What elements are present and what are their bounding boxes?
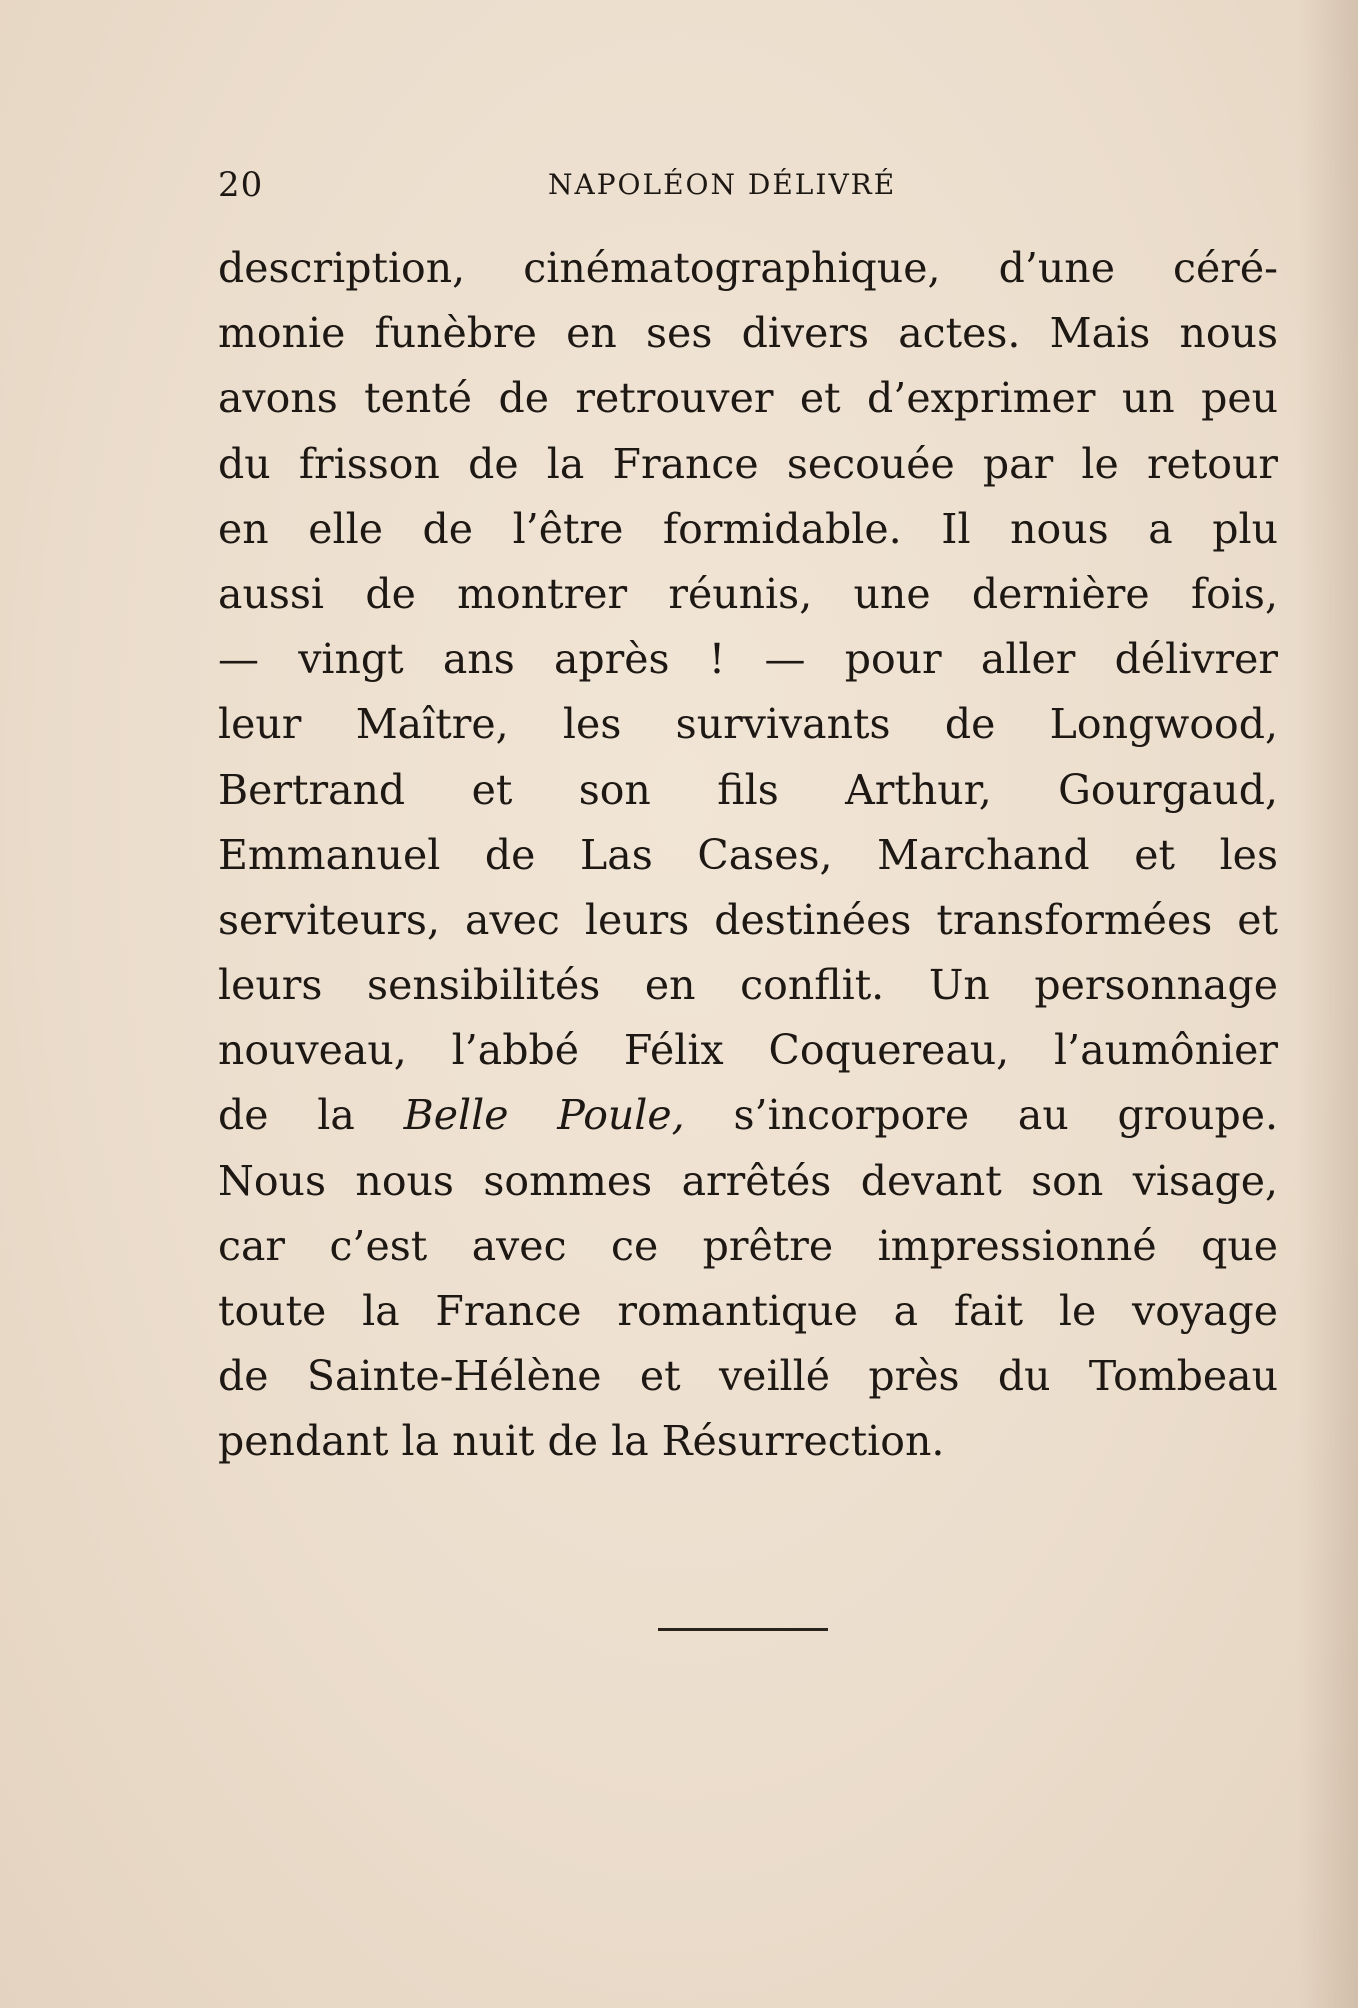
text-line: leurs sensibilités en conflit. Un personnage: [218, 961, 1278, 1010]
text-line: — vingt ans après ! — pour aller délivrer: [218, 635, 1278, 684]
text-line: Nous nous sommes arrêtés devant son visage,: [218, 1156, 1278, 1205]
end-of-section-rule: [658, 1628, 828, 1631]
text-line: nouveau, l’abbé Félix Coquereau, l’aumônier: [218, 1026, 1278, 1075]
page-header: [218, 160, 1278, 210]
text-line: en elle de l’être formidable. Il nous a plu: [218, 504, 1278, 553]
text-line: du frisson de la France secouée par le retour: [218, 439, 1278, 488]
text-line: de Sainte-Hélène et veillé près du Tombeau: [218, 1352, 1278, 1401]
ship-name-italic: Belle Poule,: [403, 1091, 685, 1140]
text-line: Emmanuel de Las Cases, Marchand et les: [218, 830, 1278, 879]
text-line: avons tenté de retrouver et d’exprimer un peu: [218, 374, 1278, 423]
text-segment: s’incorpore au groupe.: [684, 1091, 1278, 1140]
text-line-last: pendant la nuit de la Résurrection.: [218, 1417, 945, 1466]
text-segment: de la: [218, 1091, 404, 1140]
text-line: description, cinématographique, d’une céré-: [218, 244, 1278, 292]
page-edge-shadow: [1298, 0, 1358, 2008]
page-number: 20: [218, 165, 264, 205]
text-line: Bertrand et son fils Arthur, Gourgaud,: [218, 765, 1278, 814]
text-line: leur Maître, les survivants de Longwood,: [218, 700, 1278, 749]
text-line: aussi de montrer réunis, une dernière fois,: [218, 569, 1278, 618]
text-line: monie funèbre en ses divers actes. Mais nous: [218, 309, 1278, 358]
text-line: toute la France romantique a fait le voyage: [218, 1287, 1278, 1335]
body-text: [218, 236, 1278, 1475]
running-title: NAPOLÉON DÉLIVRÉ: [548, 168, 897, 201]
text-line: car c’est avec ce prêtre impressionné que: [218, 1221, 1278, 1270]
text-line: serviteurs, avec leurs destinées transformées et: [218, 895, 1278, 944]
text-line-ship-name: [218, 1083, 1278, 1148]
